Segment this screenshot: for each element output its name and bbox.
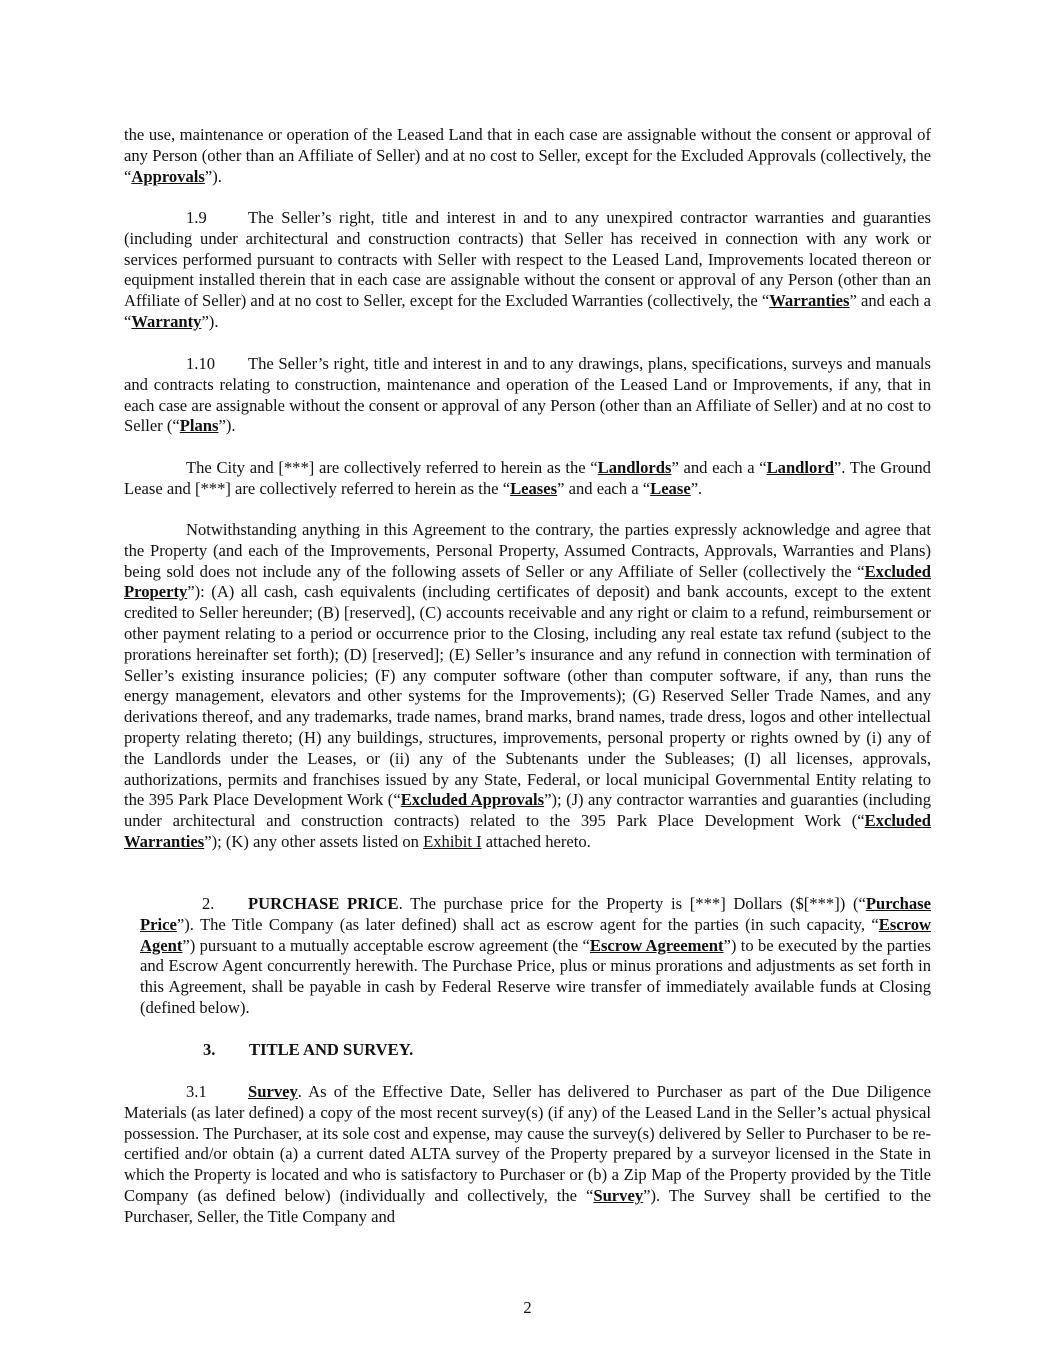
- defined-term-survey: Survey: [593, 1185, 644, 1205]
- section-number: 2.: [202, 894, 215, 913]
- defined-term-excluded-property: Excluded Property: [124, 561, 931, 602]
- defined-term-warranty: Warranty: [131, 311, 202, 331]
- subsection-title-survey: Survey: [248, 1082, 298, 1101]
- section-number: 1.10: [186, 354, 216, 373]
- defined-term-landlord: Landlord: [766, 458, 834, 477]
- defined-term-excluded-warranties: Excluded Warranties: [124, 811, 931, 851]
- defined-term-landlords: Landlords: [597, 458, 672, 477]
- section-3-1-survey: 3.1 Survey. As of the Effective Date, Seller has delivered to Purchaser as part of the Due Diligence Materials (as later defined) a copy of the most recent survey(s) (if any) of the Leased Land in the Seller’s actual physical possession. The Purchaser, at its sole cost and expense, may cause the survey(s) delivered by Seller to Purchaser to be re-certified and/or obtain (a) a current dated ALTA survey of the Property prepared by a surveyor licensed in the State in which the Property is located and who is satisfactory to Purchaser or (b) a Zip Map of the Property provided by the Title Company (as defined below) (individually and collectively, the “Survey”). The Survey shall be certified to the Purchaser, Seller, the Title Company and: [124, 1082, 931, 1226]
- exhibit-i-reference: Exhibit I: [423, 831, 482, 851]
- section-number: 1.9: [186, 208, 207, 227]
- defined-term-purchase-price: Purchase Price: [140, 894, 931, 934]
- defined-term-lease: Lease: [650, 478, 691, 498]
- page-number: 2: [523, 1298, 532, 1317]
- section-title: PURCHASE PRICE: [248, 894, 399, 913]
- section-3-heading: [203, 1040, 413, 1061]
- section-title: TITLE AND SURVEY.: [249, 1040, 414, 1059]
- defined-term-escrow-agreement: Escrow Agreement: [589, 935, 724, 955]
- defined-term-excluded-approvals: Excluded Approvals: [400, 790, 545, 810]
- defined-term-leases: Leases: [510, 478, 558, 498]
- defined-term-approvals: Approvals: [131, 166, 205, 186]
- defined-term-plans: Plans: [179, 416, 219, 436]
- paragraph-landlords: The City and [***] are collectively referred to herein as the “Landlords” and each a “Landlord”. The Ground Lease and [***] are collectively referred to herein as the “Leases” and each a “Lease”.: [124, 458, 931, 498]
- section-number: 3.1: [186, 1082, 207, 1101]
- paragraph-excluded-property: Notwithstanding anything in this Agreement to the contrary, the parties expressly acknowledge and agree that the Property (and each of the Improvements, Personal Property, Assumed Contracts, Approvals, Warranties and Plans) being sold does not include any of the following assets of Seller or any Affiliate of Seller (collectively the “Excluded Property”): (A) all cash, cash equivalents (including certificates of deposit) and bank accounts, except to the extent credited to Seller hereunder; (B) [reserved], (C) accounts receivable and any right or claim to a refund, reimbursement or other payment relating to a period or occurrence prior to the Closing, including any real estate tax refund (subject to the prorations hereinafter set forth); (D) [reserved]; (E) Seller’s insurance and any refund in connection with termination of Seller’s existing insurance policies; (F) any computer software (other than computer software, if any, than runs the energy management, elevators and other systems for the Improvements); (G) Reserved Seller Trade Names, and any derivations thereof, and any trademarks, trade names, brand marks, brand names, trade dress, logos and other intellectual property relating thereto; (H) any buildings, structures, improvements, personal property or rights owned by (i) any of the Landlords under the Leases, or (ii) any of the Subtenants under the Subleases; (I) all licenses, approvals, authorizations, permits and franchises issued by any State, Federal, or local municipal Governmental Entity relating to the 395 Park Place Development Work (“Excluded Approvals”); (J) any contractor warranties and guaranties (including under architectural and construction contracts) related to the 395 Park Place Development Work (“Excluded Warranties”); (K) any other assets listed on Exhibit I attached hereto.: [124, 520, 932, 851]
- section-2-purchase-price: 2. PURCHASE PRICE. The purchase price for the Property is [***] Dollars ($[***]) (“Purchase Price”). The Title Company (as later defined) shall act as escrow agent for the parties (in such capacity, “Escrow Agent”) pursuant to a mutually acceptable escrow agreement (the “Escrow Agreement”) to be executed by the parties and Escrow Agent concurrently herewith. The Purchase Price, plus or minus prorations and adjustments as set forth in this Agreement, shall be payable in cash by Federal Reserve wire transfer of immediately available funds at Closing (defined below).: [140, 894, 931, 1017]
- paragraph-approvals: the use, maintenance or operation of the Leased Land that in each case are assignable without the consent or approval of any Person (other than an Affiliate of Seller) and at no cost to Seller, except for the Excluded Approvals (collectively, the “Approvals”).: [124, 125, 931, 186]
- defined-term-escrow-agent: Escrow Agent: [140, 914, 931, 955]
- section-1-9: 1.9 The Seller’s right, title and interest in and to any unexpired contractor warranties and guaranties (including under architectural and construction contracts) that Seller has received in connection with any work or services performed pursuant to contracts with Seller with respect to the Leased Land, Improvements located thereon or equipment installed therein that in each case are assignable without the consent or approval of any Person (other than an Affiliate of Seller) and at no cost to Seller, except for the Excluded Warranties (collectively, the “Warranties” and each a “Warranty”).: [124, 208, 931, 331]
- section-number: 3.: [203, 1040, 216, 1059]
- defined-term-warranties: Warranties: [769, 291, 850, 311]
- section-1-10: 1.10 The Seller’s right, title and interest in and to any drawings, plans, specifications, surveys and manuals and contracts relating to construction, maintenance and operation of the Leased Land or Improvements, if any, that in each case are assignable without the consent or approval of any Person (other than an Affiliate of Seller) and at no cost to Seller (“Plans”).: [124, 354, 931, 436]
